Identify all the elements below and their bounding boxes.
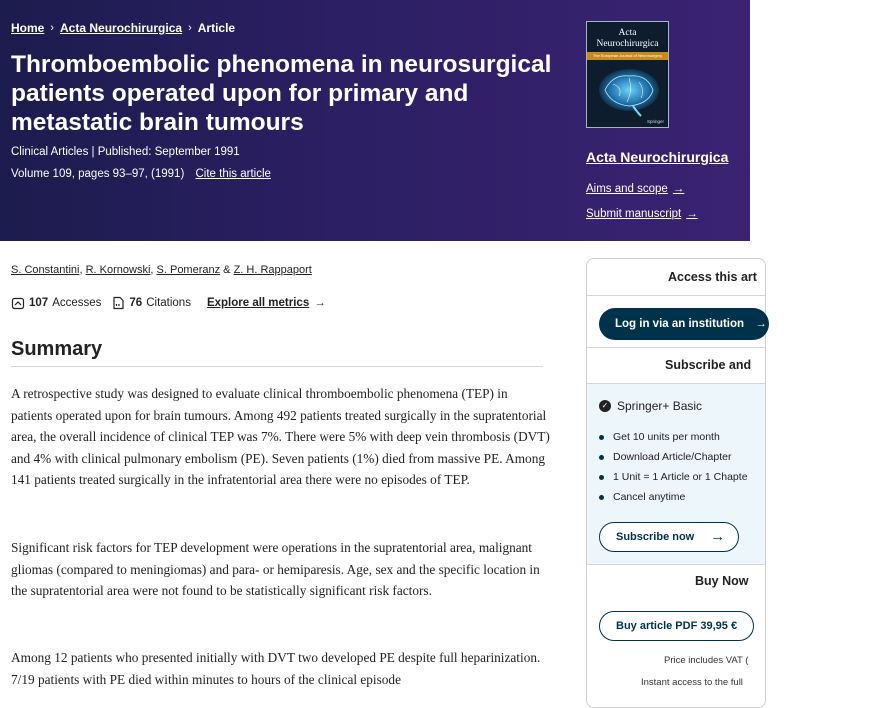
journal-title-link[interactable]: Acta Neurochirurgica [586, 149, 729, 165]
author-link[interactable]: R. Kornowski [85, 264, 151, 276]
article-type-date [11, 146, 240, 158]
brain-illustration-icon [593, 64, 664, 119]
accesses-icon [11, 296, 25, 310]
breadcrumb-separator: › [50, 22, 55, 34]
article-header [0, 0, 750, 241]
plan-feature: 1 Unit = 1 Article or 1 Chapte [599, 471, 748, 483]
breadcrumb-journal-link[interactable]: Acta Neurochirurgica [60, 21, 183, 35]
author-link[interactable]: S. Pomeranz [156, 264, 221, 276]
section-divider [11, 366, 543, 367]
bullet-icon [599, 475, 604, 480]
buy-article-label: Buy article PDF 39,95 € [616, 620, 738, 632]
cover-publisher: Springer [646, 119, 664, 124]
institution-login-button[interactable] [599, 308, 769, 340]
author-link[interactable]: S. Constantini [11, 264, 80, 276]
breadcrumb-home-link[interactable]: Home [11, 21, 45, 35]
article-metrics [11, 296, 326, 310]
meta-divider: | [91, 146, 98, 158]
price-note: Price includes VAT ( [664, 655, 749, 666]
buy-article-button[interactable] [599, 611, 754, 641]
breadcrumb-separator: › [188, 22, 192, 34]
citations-count: 76 [129, 297, 143, 309]
check-circle-icon: ✓ [599, 400, 611, 412]
arrow-right-icon: → [672, 183, 685, 195]
cover-subtitle: The European Journal of Neurosurgery [592, 53, 663, 58]
article-volume-line [11, 168, 271, 180]
panel-divider [587, 347, 765, 348]
aims-scope-label: Aims and scope [586, 183, 668, 195]
login-label: Log in via an institution [615, 318, 745, 330]
submit-manuscript-link[interactable] [586, 208, 698, 220]
arrow-right-icon: → [755, 318, 767, 330]
breadcrumb [11, 21, 235, 35]
panel-divider [587, 295, 765, 296]
summary-paragraph: Among 12 patients who presented initially with DVT two developed PE despite full heparinization. 7/19 patients with PE died within minutes to hours of the clinical episode [11, 650, 541, 687]
subscribe-heading: Subscribe and [665, 358, 752, 372]
summary-heading: Summary [11, 338, 103, 360]
arrow-right-icon: → [314, 297, 326, 309]
submit-manuscript-label: Submit manuscript [586, 208, 682, 220]
bullet-icon [599, 495, 604, 500]
plan-name: ✓ Springer+ Basic [599, 399, 702, 413]
aims-scope-link[interactable] [586, 183, 684, 195]
cite-article-link[interactable]: Cite this article [195, 168, 271, 180]
article-type: Clinical Articles [11, 146, 89, 158]
article-title: Thromboembolic phenomena in neurosurgical patients operated upon for primary and metastatic brain tumours [11, 51, 552, 136]
accesses-count: 107 [29, 297, 49, 309]
bullet-icon [599, 435, 604, 440]
access-heading: Access this art [668, 270, 757, 284]
panel-divider [587, 383, 765, 384]
volume-info: Volume 109, pages 93–97, (1991) [11, 168, 185, 180]
accesses-label: Accesses [52, 297, 102, 309]
author-list: S. Constantini, R. Kornowski, S. Pomeranz & Z. H. Rappaport [11, 264, 312, 276]
summary-paragraph: Significant risk factors for TEP development were operations in the supratentorial area, malignant gliomas (compared to meningiomas) and para- or hemiparesis. Age, sex and the specific location in the supratentorial area were not found to be statistically significant risk factors. [11, 540, 540, 599]
publication-date: Published: September 1991 [97, 146, 240, 158]
cover-title: Acta Neurochirurgica [596, 28, 659, 49]
author-link[interactable]: Z. H. Rappaport [233, 264, 312, 276]
citations-icon [111, 296, 125, 310]
subscribe-now-button[interactable] [599, 522, 739, 552]
citations-label: Citations [146, 297, 191, 309]
access-panel [586, 258, 766, 708]
buy-now-heading: Buy Now [695, 574, 749, 588]
panel-divider [587, 564, 765, 565]
explore-metrics-link[interactable]: Explore all metrics [206, 297, 310, 309]
plan-feature: Download Article/Chapter [599, 451, 731, 463]
breadcrumb-current: Article [197, 21, 236, 35]
journal-cover-image[interactable] [586, 21, 669, 128]
subscribe-label: Subscribe now [616, 531, 695, 543]
summary-paragraph: A retrospective study was designed to evaluate clinical thromboembolic phenomena (TEP) in patients operated upon for brain tumours. Among 492 patients treated surgically in the supratentorial area, the overall incidence of clinical TEP was 7%. There were 5% with deep vein thrombosis (DVT) and 4% with clinical pulmonary embolism (PE). Seven patients (1%) died from massive PE. Among 141 patients treated surgically in the infratentorial area there were no episodes of TEP. [11, 386, 550, 488]
bullet-icon [599, 455, 604, 460]
arrow-right-icon: → [710, 528, 726, 545]
arrow-right-icon: → [686, 208, 698, 220]
plan-feature: Cancel anytime [599, 491, 685, 503]
instant-access-note: Instant access to the full [641, 677, 743, 688]
plan-feature: Get 10 units per month [599, 431, 720, 443]
